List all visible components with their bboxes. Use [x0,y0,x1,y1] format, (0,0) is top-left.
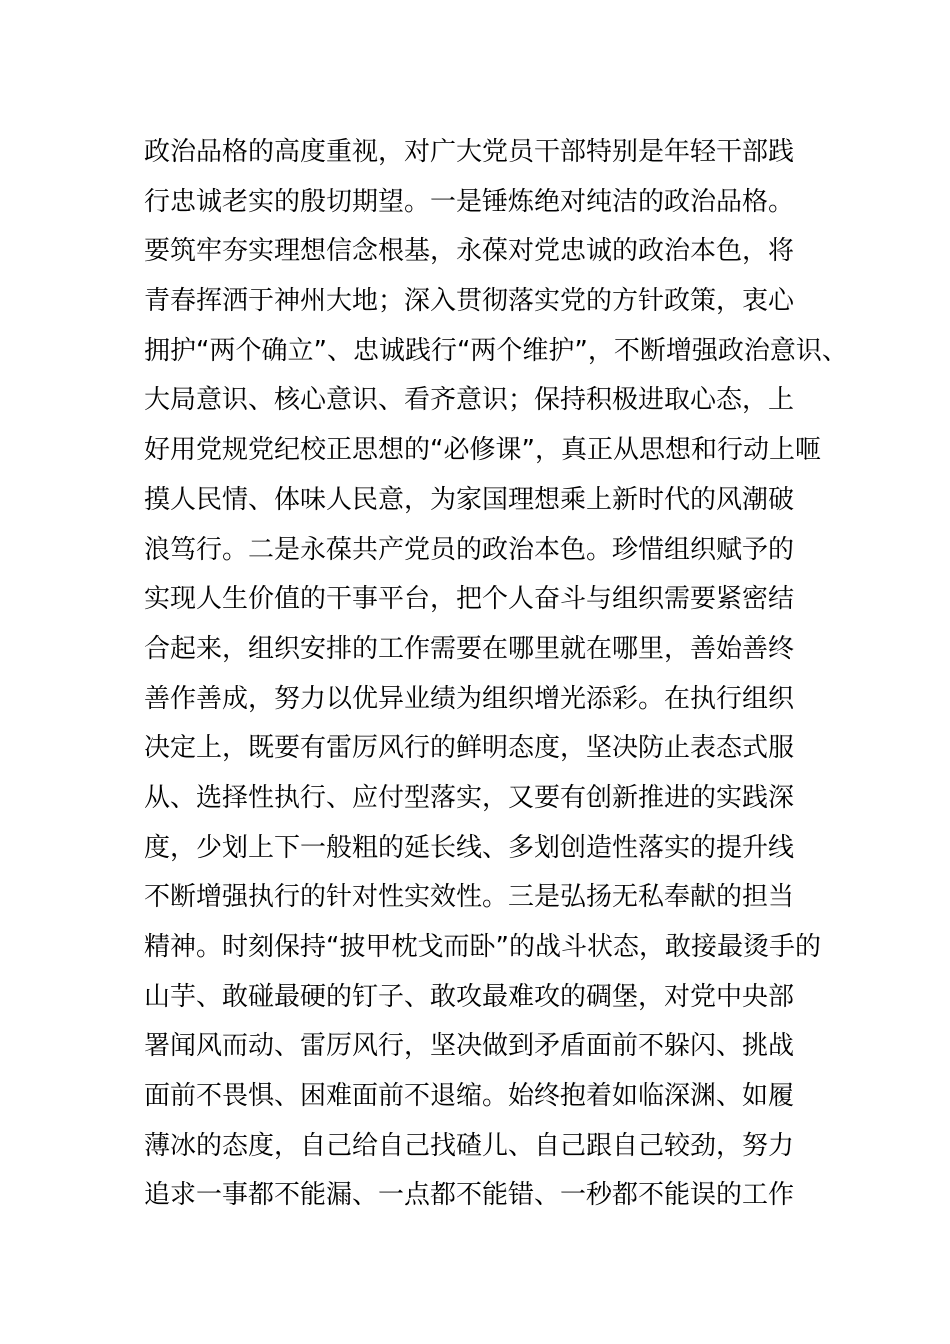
text-line: 浪笃行。二是永葆共产党员的政治本色。珍惜组织赋予的 [144,534,795,565]
text-line: 大局意识、核心意识、看齐意识；保持积极进取心态，上 [144,385,795,416]
text-line: 行忠诚老实的殷切期望。一是锤炼绝对纯洁的政治品格。 [144,186,795,217]
body-text [144,128,848,1221]
text-line: 追求一事都不能漏、一点都不能错、一秒都不能误的工作 [144,1180,795,1211]
text-line: 合起来，组织安排的工作需要在哪里就在哪里，善始善终 [144,633,795,664]
text-line: 面前不畏惧、困难面前不退缩。始终抱着如临深渊、如履 [144,1081,795,1112]
text-line: 好用党规党纪校正思想的“必修课”，真正从思想和行动上咂 [144,435,821,466]
text-line: 政治品格的高度重视，对广大党员干部特别是年轻干部践 [144,137,795,167]
text-line: 决定上，既要有雷厉风行的鲜明态度，坚决防止表态式服 [144,733,795,764]
text-line: 拥护“两个确立”、忠诚践行“两个维护”，不断增强政治意识、 [144,335,848,366]
text-line: 实现人生价值的干事平台，把个人奋斗与组织需要紧密结 [144,584,795,615]
text-line: 要筑牢夯实理想信念根基，永葆对党忠诚的政治本色，将 [144,236,795,267]
text-line: 精神。时刻保持“披甲枕戈而卧”的战斗状态，敢接最烫手的 [144,932,821,962]
text-line: 署闻风而动、雷厉风行，坚决做到矛盾面前不躲闪、挑战 [144,1031,795,1062]
text-line: 不断增强执行的针对性实效性。三是弘扬无私奉献的担当 [144,882,795,913]
text-line: 从、选择性执行、应付型落实，又要有创新推进的实践深 [144,782,795,813]
text-line: 薄冰的态度，自己给自己找碴儿、自己跟自己较劲，努力 [144,1130,795,1161]
text-line: 善作善成，努力以优异业绩为组织增光添彩。在执行组织 [144,683,795,714]
text-line: 山芋、敢碰最硬的钉子、敢攻最难攻的碉堡，对党中央部 [144,981,795,1012]
text-line: 摸人民情、体味人民意，为家国理想乘上新时代的风潮破 [144,484,795,515]
text-line: 度，少划上下一般粗的延长线、多划创造性落实的提升线 [144,832,795,863]
text-line: 青春挥洒于神州大地；深入贯彻落实党的方针政策，衷心 [144,286,795,317]
